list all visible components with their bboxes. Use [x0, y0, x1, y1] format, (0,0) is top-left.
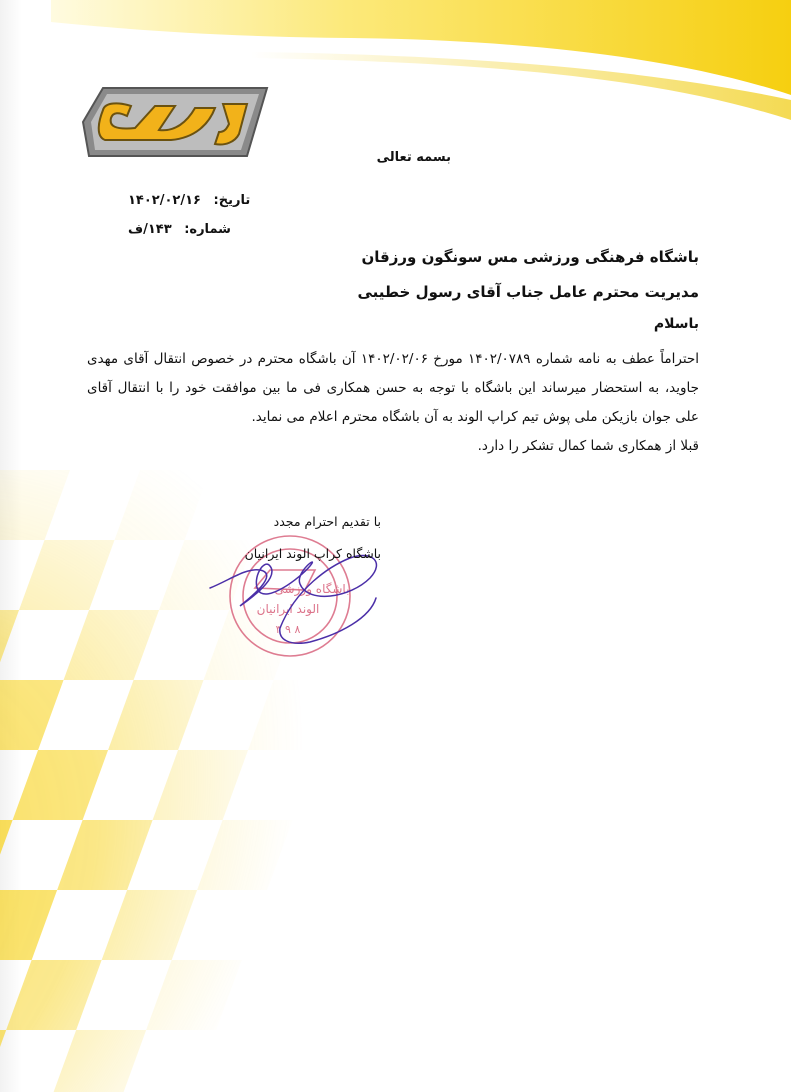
- sender-organization: باشگاه کراپ الوند ایرانیان: [244, 546, 381, 561]
- body-paragraph-1: احتراماً عطف به نامه شماره ۱۴۰۲/۰۷۸۹ مورخ ۱۴۰۲/۰۲/۰۶ آن باشگاه محترم در خصوص انتقال آقای مهدی جاوید، به استحضار میرساند این باشگاه با توجه به حسن همکاری فی ما بین موافقت خود را با انتقال آقای علی جوان بازیکن ملی پوش تیم کراپ الوند به آن باشگاه محترم اعلام می نماید.: [87, 351, 699, 425]
- greeting: باسلام: [653, 316, 699, 332]
- date-line: [128, 193, 250, 208]
- body-paragraph-2: قبلا از همکاری شما کمال تشکر را دارد.: [477, 438, 699, 454]
- date-value: ۱۴۰۲/۰۲/۱۶: [128, 193, 201, 208]
- letter-body: [87, 345, 699, 461]
- number-label: شماره:: [184, 222, 231, 237]
- basmala-heading: بسمه تعالی: [376, 150, 451, 165]
- number-value: ۱۴۳/ف: [128, 222, 172, 237]
- official-stamp: [200, 518, 400, 678]
- closing-phrase: با تقدیم احترام مجدد: [273, 514, 381, 529]
- recipient-organization: باشگاه فرهنگی ورزشی مس سونگون ورزقان: [361, 248, 699, 266]
- stamp-text-line2: الوند ایرانیان: [256, 602, 320, 616]
- stamp-text-line1: باشگاه ورزشی: [274, 582, 350, 596]
- reference-number-line: [128, 222, 231, 237]
- stamp-digits: ۳ ۹ ۸: [275, 623, 301, 636]
- recipient-person: مدیریت محترم عامل جناب آقای رسول خطیبی: [357, 283, 699, 301]
- company-logo: [75, 82, 275, 162]
- date-label: تاریخ:: [213, 193, 251, 208]
